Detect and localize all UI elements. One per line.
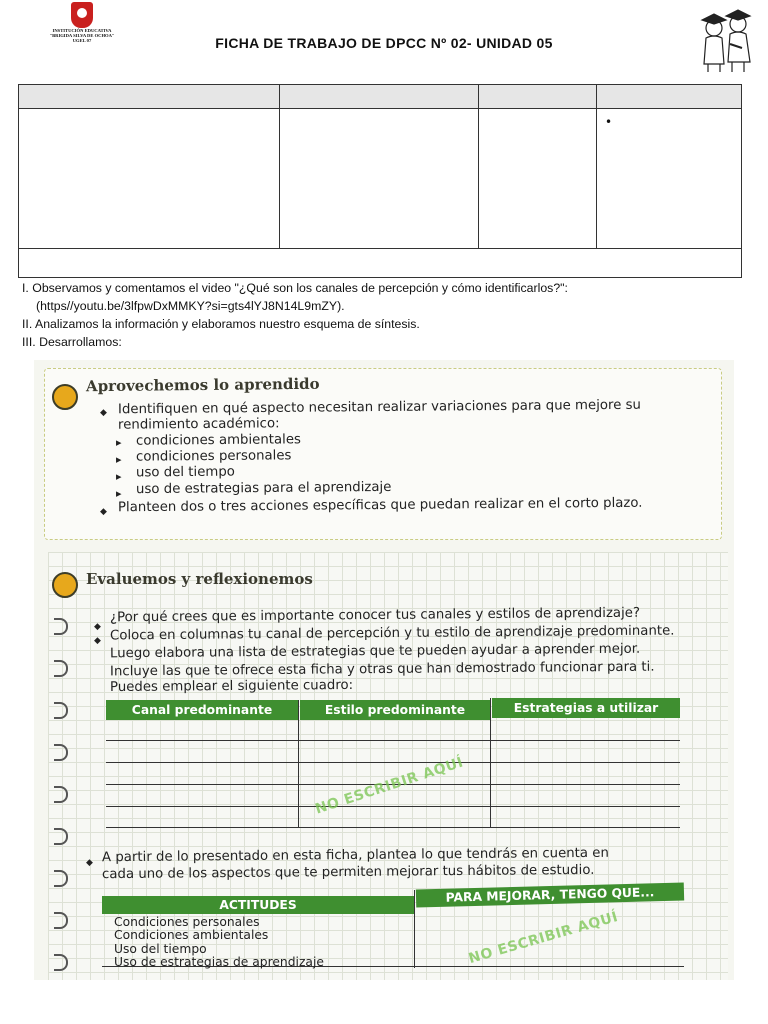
- section-1-question-2: Planteen dos o tres acciones específicas que puedan realizar en el corto plazo.: [117, 495, 643, 516]
- section-1-title: Aprovechemos lo aprendido: [85, 374, 320, 396]
- table-header-cell: [280, 85, 479, 109]
- logo-line-2: "BRIGIDA SILVA DE OCHOA": [49, 33, 115, 38]
- table-header-cell: [19, 85, 280, 109]
- section-2-question-2-line-1: Coloca en columnas tu canal de percepción y tu estilo de aprendizaje predominante.: [109, 623, 675, 644]
- section-1-item-2: condiciones personales: [135, 448, 292, 465]
- arrow-bullet-icon: ▸: [116, 470, 122, 483]
- table-cell[interactable]: [280, 109, 479, 249]
- instructions: [22, 279, 752, 351]
- diamond-bullet-icon: ◆: [94, 636, 101, 646]
- section-2-question-3-line-2: cada uno de los aspectos que te permiten mejorar tus hábitos de estudio.: [101, 862, 595, 883]
- logo-line-1: INSTITUCIÓN EDUCATIVA: [52, 28, 112, 33]
- arrow-bullet-icon: ▸: [116, 487, 122, 500]
- table-header-cell: [479, 85, 597, 109]
- video-link[interactable]: (https//youtu.be/3lfpwDxMMKY?si=gts4lYJ8N14L9mZY).: [36, 299, 345, 313]
- table-1-header-estrategias: Estrategias a utilizar: [492, 698, 680, 718]
- attitude-item-4: Uso de estrategias de aprendizaje: [114, 955, 324, 969]
- table-cell[interactable]: [597, 109, 742, 249]
- table-1-divider: [490, 698, 491, 828]
- no-escribir-stamp: NO ESCRIBIR AQUÍ: [313, 754, 466, 818]
- attitude-item-3: Uso del tiempo: [114, 942, 207, 956]
- table-footer-cell[interactable]: [19, 249, 742, 278]
- table-1-row-line: [106, 740, 680, 741]
- instruction-2: II. Analizamos la información y elaboramos nuestro esquema de síntesis.: [22, 317, 420, 331]
- table-1-divider: [298, 700, 299, 828]
- lightbulb-icon: [52, 384, 78, 410]
- table-2-header-actitudes: ACTITUDES: [102, 896, 414, 914]
- diamond-bullet-icon: ◆: [100, 507, 107, 517]
- section-2-question-2-line-4: Puedes emplear el siguiente cuadro:: [109, 677, 354, 696]
- section-2-question-2-line-2: Luego elabora una lista de estrategias que te pueden ayudar a aprender mejor.: [109, 641, 641, 662]
- table-1-header-estilo: Estilo predominante: [300, 700, 490, 720]
- attitude-item-1: Condiciones personales: [114, 915, 260, 929]
- bullet-point: •: [605, 115, 613, 129]
- section-1-item-1: condiciones ambientales: [135, 432, 301, 449]
- crest-icon: [71, 2, 93, 28]
- table-1-row-line: [106, 762, 680, 763]
- table-1-row-line: [106, 806, 680, 807]
- document-title: FICHA DE TRABAJO DE DPCC Nº 02- UNIDAD 05: [215, 35, 553, 51]
- table-2-divider: [414, 890, 415, 968]
- instruction-3: III. Desarrollamos:: [22, 335, 122, 349]
- section-1-question-1-line-2: rendimiento académico:: [117, 416, 280, 433]
- arrow-bullet-icon: ▸: [116, 453, 122, 466]
- logo-line-3: UGEL 07: [72, 38, 92, 43]
- reflection-icon: [52, 572, 78, 598]
- section-2-question-1: ¿Por qué crees que es importante conocer tus canales y estilos de aprendizaje?: [109, 605, 641, 626]
- table-cell[interactable]: [479, 109, 597, 249]
- section-2-title: Evaluemos y reflexionemos: [86, 570, 313, 588]
- attitude-item-2: Condiciones ambientales: [114, 928, 269, 942]
- instruction-1: I. Observamos y comentamos el video "¿Qué son los canales de percepción y cómo identificarlos?":: [22, 281, 568, 295]
- planning-table: [18, 84, 742, 277]
- diamond-bullet-icon: ◆: [100, 408, 107, 418]
- arrow-bullet-icon: ▸: [116, 436, 122, 449]
- table-1-header-canal: Canal predominante: [106, 700, 298, 720]
- section-1-item-3: uso del tiempo: [135, 464, 235, 481]
- section-2-question-3-line-1: A partir de lo presentado en esta ficha, plantea lo que tendrás en cuenta en: [101, 845, 609, 866]
- section-1-item-4: uso de estrategias para el aprendizaje: [135, 479, 392, 498]
- diamond-bullet-icon: ◆: [94, 622, 101, 632]
- table-header-cell: [597, 85, 742, 109]
- table-cell[interactable]: [19, 109, 280, 249]
- table-2-header-para-mejorar: PARA MEJORAR, TENGO QUE...: [416, 882, 684, 907]
- section-1-question-1-line-1: Identifiquen en qué aspecto necesitan realizar variaciones para que mejore su: [117, 397, 641, 418]
- textbook-scan: [34, 360, 734, 980]
- graduates-illustration-icon: [694, 4, 758, 76]
- diamond-bullet-icon: ◆: [86, 858, 93, 868]
- section-2-question-2-line-3: Incluye las que te ofrece esta ficha y otras que han demostrado funcionar para ti.: [109, 659, 655, 680]
- table-1-row-line: [106, 827, 680, 828]
- no-escribir-stamp: NO ESCRIBIR AQUÍ: [466, 908, 621, 968]
